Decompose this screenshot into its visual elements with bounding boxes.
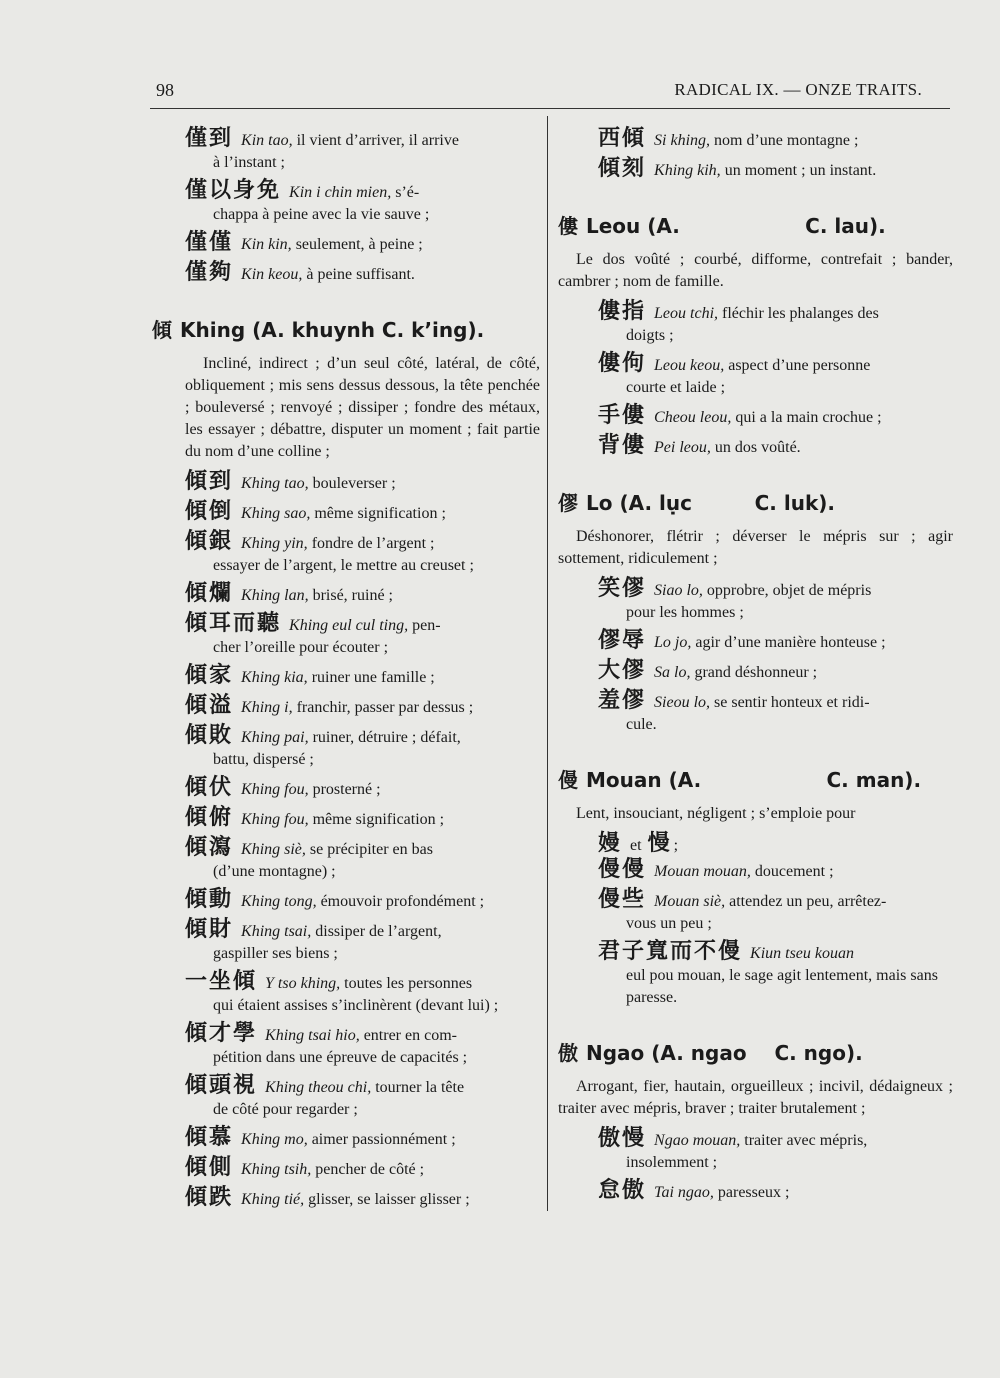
headword — [558, 1037, 953, 1066]
column-divider — [547, 116, 548, 1211]
dictionary-entry — [185, 1075, 540, 1121]
entry-continuation: (d’une montagne) ; — [213, 863, 336, 880]
entry-characters: 僅夠 — [185, 260, 234, 285]
dictionary-entry — [185, 971, 540, 1017]
entry-gloss: bouleverser ; — [312, 475, 396, 492]
entry-romanization: Kin keou, — [241, 266, 303, 283]
dictionary-entry — [185, 1023, 540, 1069]
entry-gloss: toutes les personnes — [344, 975, 473, 992]
entry-characters: 君子寬而不僈 — [598, 939, 743, 964]
entry-romanization: Tai ngao, — [654, 1184, 714, 1201]
entry-romanization: Mouan siè, — [654, 893, 726, 910]
headword-character: 僂 — [558, 214, 578, 238]
headword-reading: Khing (A. khuynh C. k’ing). — [180, 318, 485, 342]
entry-continuation: courte et laide ; — [626, 379, 726, 396]
entry-characters: 僇辱 — [598, 628, 647, 653]
entry-gloss: dissiper de l’argent, — [315, 923, 442, 940]
dictionary-entry — [558, 578, 953, 624]
running-head: RADICAL IX. — ONZE TRAITS. — [674, 80, 922, 99]
dictionary-entry — [185, 1127, 540, 1151]
entry-characters: 僅以身免 — [185, 178, 282, 203]
entry-gloss: aimer passionnément ; — [311, 1131, 456, 1148]
entry-gloss: agir d’une manière honteuse ; — [695, 634, 886, 651]
entry-gloss: nom d’une montagne ; — [714, 132, 859, 149]
entry-romanization: Khing eul cul ting, — [289, 617, 409, 634]
ref-punct: ; — [673, 837, 679, 854]
entry-characters: 傾俯 — [185, 805, 234, 830]
entry-romanization: Cheou leou, — [654, 409, 732, 426]
entry-gloss: un dos voûté. — [714, 439, 801, 456]
entry-continuation: eul pou mouan, le sage agit lentement, mais sans paresse. — [626, 967, 938, 1006]
header-rule — [150, 108, 950, 109]
headword-block — [558, 764, 953, 825]
dictionary-entry — [185, 1187, 540, 1211]
entry-romanization: Kin tao, — [241, 132, 293, 149]
entry-continuation: cher l’oreille pour écouter ; — [213, 639, 389, 656]
entry-gloss: s’é- — [395, 184, 420, 201]
entry-characters: 僈些 — [598, 887, 647, 912]
entry-gloss: se sentir honteux et ridi- — [714, 694, 870, 711]
dictionary-entry — [558, 660, 953, 684]
entry-romanization: Khing tong, — [241, 893, 317, 910]
entry-romanization: Khing fou, — [241, 811, 309, 828]
entry-characters: 傾刻 — [598, 156, 647, 181]
entry-romanization: Khing mo, — [241, 1131, 308, 1148]
dictionary-entry — [185, 471, 540, 495]
entry-continuation: pour les hommes ; — [626, 604, 744, 621]
headword-reading: Leou (A. C. lau). — [586, 214, 886, 238]
entry-continuation: cule. — [626, 716, 657, 733]
entry-romanization: Khing tié, — [241, 1191, 305, 1208]
dictionary-entry — [558, 301, 953, 347]
entry-characters: 手僂 — [598, 403, 647, 428]
headword-reading: Ngao (A. ngao C. ngo). — [586, 1041, 863, 1065]
dictionary-entry — [558, 158, 953, 182]
left-column — [152, 126, 540, 1217]
dictionary-entry — [185, 501, 540, 525]
entry-romanization: Khing pai, — [241, 729, 309, 746]
entry-continuation: pétition dans une épreuve de capacités ; — [213, 1049, 468, 1066]
dictionary-entry — [185, 919, 540, 965]
entry-continuation: qui étaient assises s’inclinèrent (devant lui) ; — [213, 997, 499, 1014]
definition: Le dos voûté ; courbé, difforme, contrefait ; bander, cambrer ; nom de famille. — [558, 251, 953, 290]
entry-romanization: Leou tchi, — [654, 305, 719, 322]
page-number: 98 — [156, 80, 174, 100]
entry-romanization: Kiun tseu kouan — [750, 945, 855, 962]
entry-romanization: Khing yin, — [241, 535, 308, 552]
dictionary-entry — [185, 232, 540, 256]
entry-gloss: un moment ; un instant. — [724, 162, 877, 179]
entry-romanization: Sieou lo, — [654, 694, 711, 711]
entry-romanization: Khing lan, — [241, 587, 309, 604]
entry-gloss: même signification ; — [314, 505, 446, 522]
entry-romanization: Kin kin, — [241, 236, 292, 253]
entry-continuation: battu, dispersé ; — [213, 751, 314, 768]
dictionary-entry — [185, 695, 540, 719]
entry-continuation: insolemment ; — [626, 1154, 718, 1171]
entry-gloss: glisser, se laisser glisser ; — [308, 1191, 470, 1208]
dictionary-entry — [185, 665, 540, 689]
ref-character: 嫚 — [598, 831, 621, 856]
entry-romanization: Khing siè, — [241, 841, 306, 858]
entry-characters: 怠傲 — [598, 1178, 647, 1203]
cross-reference — [558, 833, 953, 857]
headword-reading: Lo (A. lục C. luk). — [586, 491, 835, 515]
entry-romanization: Si khing, — [654, 132, 711, 149]
entry-characters: 傾財 — [185, 917, 234, 942]
entry-characters: 傾爛 — [185, 581, 234, 606]
definition: Incliné, indirect ; d’un seul côté, latéral, de côté, obliquement ; mis sens dessus dessous, la tête penchée ; bouleversé ; renvoyé ; dissiper ; fondre des métaux, les essayer ; débattre, disputer un moment ; fait partie du nom d’une colline ; — [185, 355, 540, 460]
entry-characters: 僈僈 — [598, 857, 647, 882]
entry-characters: 傾才學 — [185, 1021, 258, 1046]
dictionary-entry — [185, 180, 540, 226]
entry-characters: 傾倒 — [185, 499, 234, 524]
definition: Lent, insouciant, négligent ; s’emploie pour — [576, 805, 856, 822]
dictionary-entry — [185, 262, 540, 286]
definition: Arrogant, fier, hautain, orgueilleux ; incivil, dédaigneux ; traiter avec mépris, braver ; traiter brutalement ; — [558, 1078, 953, 1117]
entry-characters: 傾銀 — [185, 529, 234, 554]
dictionary-entry — [558, 405, 953, 429]
entry-gloss: opprobre, objet de mépris — [706, 582, 872, 599]
entry-gloss: aspect d’une personne — [728, 357, 871, 374]
entry-gloss: attendez un peu, arrêtez- — [729, 893, 887, 910]
headword-block — [558, 1037, 953, 1120]
entry-characters: 傾溢 — [185, 693, 234, 718]
entry-gloss: ruiner, détruire ; défait, — [312, 729, 461, 746]
entry-characters: 笑僇 — [598, 576, 647, 601]
entry-characters: 一坐傾 — [185, 969, 258, 994]
entry-continuation: essayer de l’argent, le mettre au creuset ; — [213, 557, 474, 574]
spacer — [558, 188, 953, 200]
spacer — [558, 742, 953, 754]
spacer — [185, 292, 540, 304]
dictionary-entry — [558, 1180, 953, 1204]
entry-romanization: Khing kia, — [241, 669, 308, 686]
headword-character: 僇 — [558, 491, 578, 515]
ref-character: 慢 — [647, 831, 670, 856]
dictionary-entry — [185, 889, 540, 913]
dictionary-entry — [185, 531, 540, 577]
page-header — [150, 78, 940, 108]
entry-gloss: paresseux ; — [717, 1184, 790, 1201]
entry-characters: 傾跌 — [185, 1185, 234, 1210]
entry-continuation: doigts ; — [626, 327, 674, 344]
dictionary-entry — [558, 1128, 953, 1174]
headword — [152, 314, 540, 343]
headword-block — [558, 487, 953, 570]
entry-gloss: traiter avec mépris, — [744, 1132, 868, 1149]
dictionary-entry — [558, 889, 953, 935]
entry-characters: 羞僇 — [598, 688, 647, 713]
entry-gloss: à peine suffisant. — [306, 266, 415, 283]
entry-characters: 傾敗 — [185, 723, 234, 748]
entry-characters: 僅到 — [185, 126, 234, 151]
entry-gloss: grand déshonneur ; — [694, 664, 818, 681]
entry-romanization: Mouan mouan, — [654, 863, 751, 880]
entry-romanization: Kin i chin mien, — [289, 184, 392, 201]
definition: Déshonorer, flétrir ; déverser le mépris sur ; agir sottement, ridiculement ; — [558, 528, 953, 567]
entry-gloss: qui a la main crochue ; — [735, 409, 882, 426]
dictionary-entry — [558, 859, 953, 883]
dictionary-entry — [185, 777, 540, 801]
dictionary-entry — [558, 941, 953, 1009]
entry-continuation: de côté pour regarder ; — [213, 1101, 358, 1118]
headword-character: 傾 — [152, 318, 172, 342]
dictionary-entry — [558, 690, 953, 736]
entry-gloss: franchir, passer par dessus ; — [296, 699, 474, 716]
entry-romanization: Y tso khing, — [265, 975, 341, 992]
headword — [558, 487, 953, 516]
entry-romanization: Siao lo, — [654, 582, 703, 599]
headword — [558, 764, 953, 793]
dictionary-entry — [558, 128, 953, 152]
entry-romanization: Sa lo, — [654, 664, 691, 681]
dictionary-entry — [558, 630, 953, 654]
dictionary-entry — [558, 435, 953, 459]
entry-romanization: Pei leou, — [654, 439, 711, 456]
entry-gloss: fléchir les phalanges des — [722, 305, 879, 322]
entry-characters: 傾慕 — [185, 1125, 234, 1150]
entry-characters: 僂佝 — [598, 351, 647, 376]
dictionary-entry — [185, 807, 540, 831]
entry-continuation: à l’instant ; — [213, 154, 285, 171]
entry-characters: 傾家 — [185, 663, 234, 688]
entry-gloss: ruiner une famille ; — [311, 669, 435, 686]
entry-gloss: pencher de côté ; — [315, 1161, 425, 1178]
entry-characters: 大僇 — [598, 658, 647, 683]
entry-romanization: Lo jo, — [654, 634, 692, 651]
entry-romanization: Leou keou, — [654, 357, 725, 374]
entry-romanization: Khing tao, — [241, 475, 309, 492]
entry-gloss: même signification ; — [312, 811, 445, 828]
entry-characters: 僂指 — [598, 299, 647, 324]
entry-characters: 傾伏 — [185, 775, 234, 800]
dictionary-entry — [185, 837, 540, 883]
entry-characters: 傾頭視 — [185, 1073, 258, 1098]
entry-romanization: Khing kih, — [654, 162, 721, 179]
entry-characters: 傾動 — [185, 887, 234, 912]
entry-gloss: tourner la tête — [375, 1079, 465, 1096]
entry-characters: 傾到 — [185, 469, 234, 494]
ref-conjunction: et — [630, 837, 642, 854]
dictionary-entry — [185, 1157, 540, 1181]
entry-gloss: émouvoir profondément ; — [320, 893, 485, 910]
entry-gloss: il vient d’arriver, il arrive — [296, 132, 459, 149]
headword-block — [152, 314, 540, 463]
entry-romanization: Khing sao, — [241, 505, 311, 522]
entry-characters: 背僂 — [598, 433, 647, 458]
entry-characters: 僅僅 — [185, 230, 234, 255]
entry-gloss: pen- — [412, 617, 441, 634]
right-column — [558, 128, 953, 1210]
entry-romanization: Khing tsih, — [241, 1161, 312, 1178]
headword-character: 傲 — [558, 1041, 578, 1065]
spacer — [558, 1015, 953, 1027]
dictionary-entry — [185, 613, 540, 659]
entry-romanization: Ngao mouan, — [654, 1132, 741, 1149]
entry-romanization: Khing tsai hio, — [265, 1027, 360, 1044]
headword-reading: Mouan (A. C. man). — [586, 768, 922, 792]
entry-characters: 傾側 — [185, 1155, 234, 1180]
spacer — [558, 465, 953, 477]
entry-characters: 西傾 — [598, 126, 647, 151]
dictionary-entry — [558, 353, 953, 399]
entry-continuation: gaspiller ses biens ; — [213, 945, 338, 962]
entry-characters: 傾瀉 — [185, 835, 234, 860]
entry-characters: 傾耳而聽 — [185, 611, 282, 636]
entry-characters: 傲慢 — [598, 1126, 647, 1151]
entry-romanization: Khing fou, — [241, 781, 309, 798]
entry-gloss: fondre de l’argent ; — [311, 535, 435, 552]
entry-gloss: seulement, à peine ; — [295, 236, 423, 253]
entry-romanization: Khing tsai, — [241, 923, 312, 940]
dictionary-entry — [185, 583, 540, 607]
dictionary-entry — [185, 725, 540, 771]
dictionary-entry — [185, 128, 540, 174]
entry-gloss: se précipiter en bas — [309, 841, 433, 858]
headword-block — [558, 210, 953, 293]
headword — [558, 210, 953, 239]
entry-romanization: Khing i, — [241, 699, 293, 716]
entry-continuation: chappa à peine avec la vie sauve ; — [213, 206, 430, 223]
entry-gloss: entrer en com- — [363, 1027, 457, 1044]
entry-gloss: prosterné ; — [312, 781, 381, 798]
headword-character: 僈 — [558, 768, 578, 792]
entry-gloss: doucement ; — [754, 863, 834, 880]
entry-romanization: Khing theou chi, — [265, 1079, 372, 1096]
entry-continuation: vous un peu ; — [626, 915, 712, 932]
entry-gloss: brisé, ruiné ; — [312, 587, 393, 604]
